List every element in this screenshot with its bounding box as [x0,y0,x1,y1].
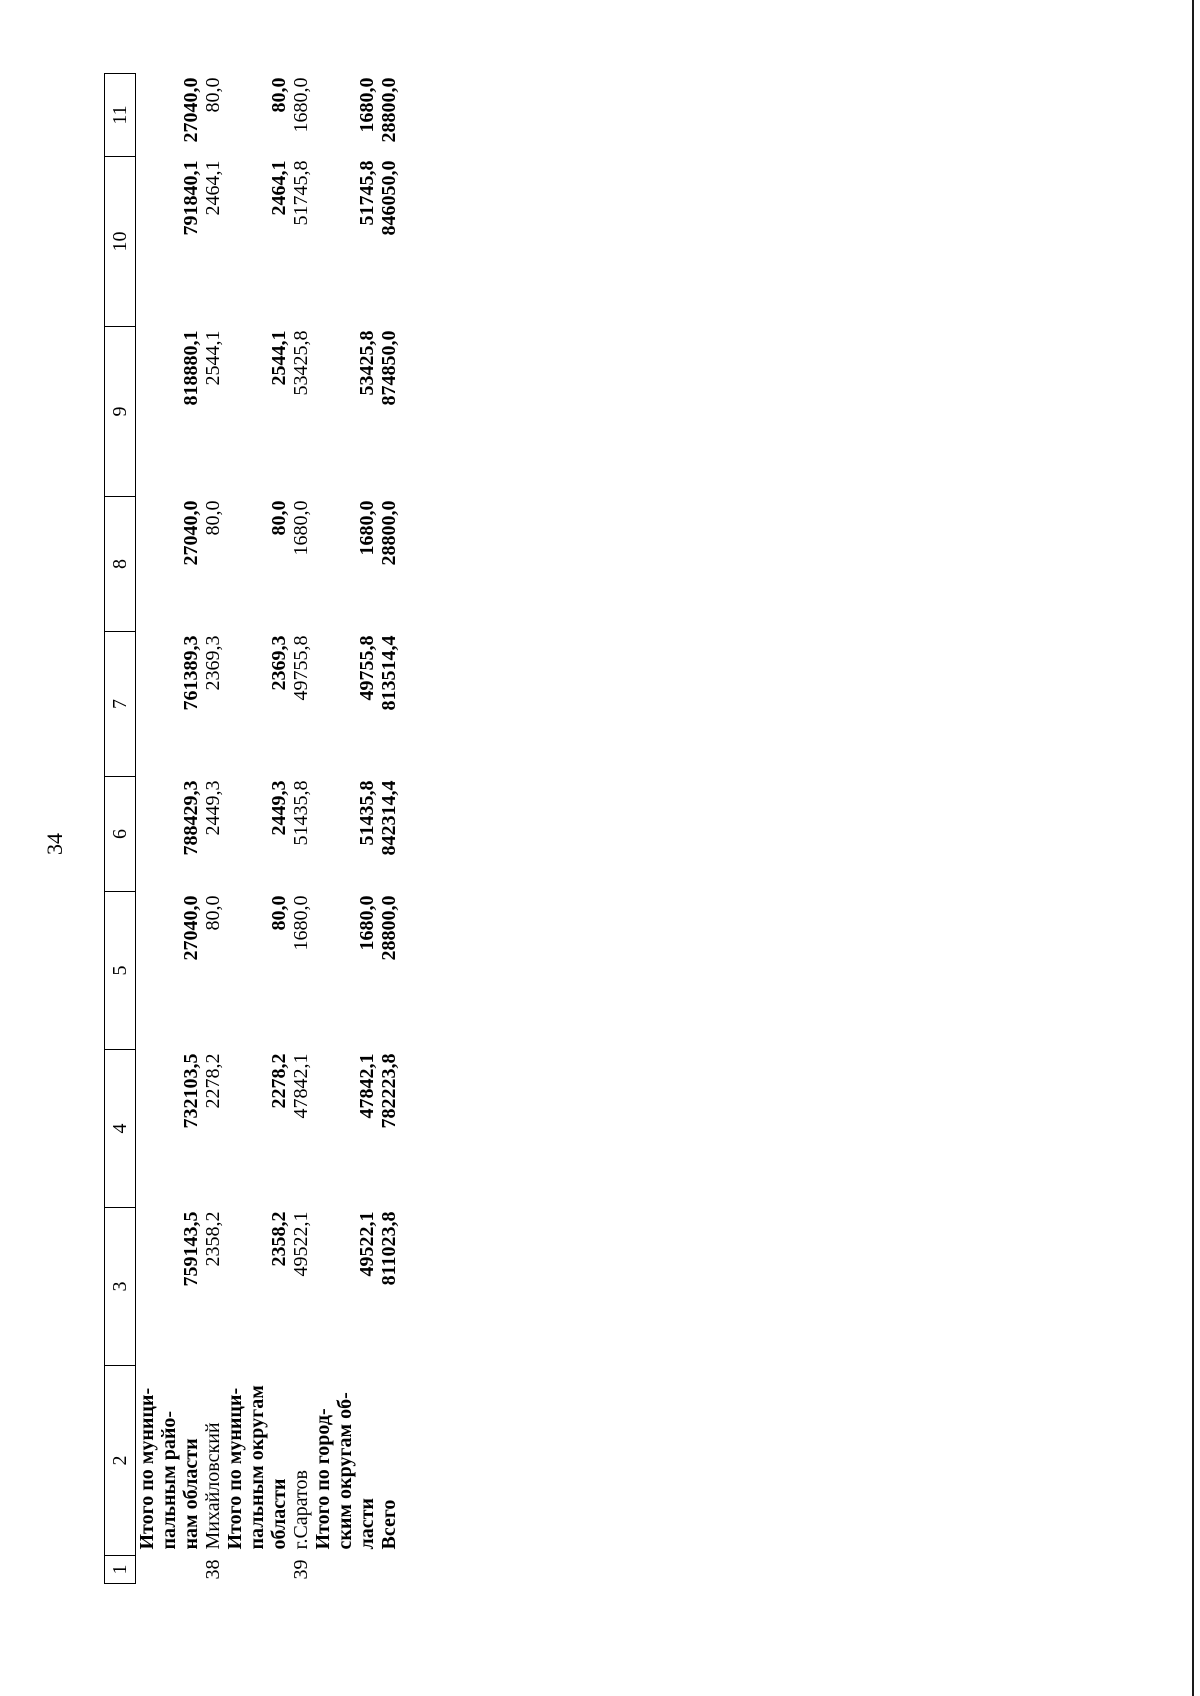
cell-col-4 [246,1050,268,1208]
row-index: 38 [202,1559,224,1580]
row-index [334,1556,356,1584]
cell-col-8: 80,0 [268,500,290,536]
table-row [136,74,159,1584]
row-name: Итого по муници- [224,1387,246,1550]
cell-col-4: 732103,5 [180,1053,202,1129]
cell-col-6 [136,777,159,892]
cell-col-9 [136,327,159,497]
cell-col-3: 49522,1 [356,1211,378,1277]
cell-col-11: 28800,0 [378,77,400,143]
cell-col-6 [246,777,268,892]
cell-col-11: 80,0 [268,77,290,113]
cell-col-8 [136,497,159,632]
cell-col-8 [312,497,334,632]
cell-col-9: 818880,1 [180,330,202,406]
cell-col-6 [158,777,180,892]
cell-col-9 [334,327,356,497]
cell-col-4: 2278,2 [268,1053,290,1109]
row-index [356,1556,378,1584]
cell-col-4 [158,1050,180,1208]
cell-col-11: 1680,0 [290,77,312,133]
col-header-11: 11 [105,74,136,157]
cell-col-8: 1680,0 [290,500,312,556]
cell-col-7 [312,632,334,777]
cell-col-10: 2464,1 [268,160,290,216]
cell-col-10 [136,157,159,327]
cell-col-3 [312,1208,334,1366]
cell-col-5: 1680,0 [356,895,378,951]
cell-col-10 [246,157,268,327]
cell-col-7 [334,632,356,777]
col-header-2: 2 [105,1366,136,1556]
row-name: пальным райо- [158,1410,180,1550]
table-body [136,74,401,1584]
cell-col-6 [334,777,356,892]
cell-col-4: 47842,1 [290,1053,312,1119]
cell-col-7 [224,632,246,777]
cell-col-9: 2544,1 [202,330,224,386]
cell-col-6: 2449,3 [202,780,224,836]
row-name: Итого по город- [312,1408,334,1550]
col-header-1: 1 [105,1556,136,1584]
row-name: Михайловский [202,1422,224,1550]
table-row [334,74,356,1584]
row-index [378,1556,400,1584]
col-header-5: 5 [105,892,136,1050]
cell-col-9 [312,327,334,497]
row-index [224,1556,246,1584]
cell-col-6: 2449,3 [268,780,290,836]
cell-col-5 [334,892,356,1050]
cell-col-11 [246,74,268,157]
table-row [180,74,202,1584]
page-number: 34 [42,833,67,855]
cell-col-8: 28800,0 [378,500,400,566]
table-row [378,74,400,1584]
cell-col-3: 49522,1 [290,1211,312,1277]
cell-col-7 [136,632,159,777]
table-row [202,74,224,1584]
cell-col-5: 28800,0 [378,895,400,961]
cell-col-5 [158,892,180,1050]
cell-col-5 [312,892,334,1050]
cell-col-3 [334,1208,356,1366]
data-table [104,73,400,1584]
cell-col-6: 51435,8 [356,780,378,846]
cell-col-8 [334,497,356,632]
table-row [290,74,312,1584]
cell-col-4: 782223,8 [378,1053,400,1129]
row-index: 39 [290,1559,312,1580]
cell-col-10: 2464,1 [202,160,224,216]
cell-col-6: 788429,3 [180,780,202,856]
cell-col-6 [312,777,334,892]
col-header-9: 9 [105,327,136,497]
cell-col-7: 2369,3 [268,635,290,691]
cell-col-3 [158,1208,180,1366]
cell-col-3 [246,1208,268,1366]
cell-col-5 [246,892,268,1050]
row-index [246,1556,268,1584]
cell-col-9: 2544,1 [268,330,290,386]
cell-col-10: 791840,1 [180,160,202,236]
col-header-8: 8 [105,497,136,632]
col-header-7: 7 [105,632,136,777]
cell-col-9: 53425,8 [290,330,312,396]
col-header-3: 3 [105,1208,136,1366]
cell-col-5 [136,892,159,1050]
cell-col-11: 1680,0 [356,77,378,133]
row-name: ским округам об- [334,1392,356,1550]
cell-col-5: 27040,0 [180,895,202,961]
cell-col-7: 761389,3 [180,635,202,711]
cell-col-7: 49755,8 [290,635,312,701]
row-index [158,1556,180,1584]
row-name: ласти [356,1498,378,1550]
table-row [268,74,290,1584]
cell-col-7: 813514,4 [378,635,400,711]
cell-col-11 [224,74,246,157]
cell-col-4: 47842,1 [356,1053,378,1119]
cell-col-4 [334,1050,356,1208]
cell-col-11 [158,74,180,157]
row-name: г.Саратов [290,1470,312,1550]
cell-col-4 [136,1050,159,1208]
row-name: Всего [378,1499,400,1550]
cell-col-10: 846050,0 [378,160,400,236]
col-header-6: 6 [105,777,136,892]
row-index [312,1556,334,1584]
page-edge [1192,0,1194,1696]
cell-col-10 [224,157,246,327]
cell-col-11: 80,0 [202,77,224,113]
cell-col-3 [224,1208,246,1366]
cell-col-6 [224,777,246,892]
cell-col-10: 51745,8 [356,160,378,226]
cell-col-3: 2358,2 [268,1211,290,1267]
cell-col-9 [224,327,246,497]
cell-col-5: 1680,0 [290,895,312,951]
cell-col-8: 80,0 [202,500,224,536]
cell-col-10 [334,157,356,327]
cell-col-7 [246,632,268,777]
cell-col-9 [158,327,180,497]
cell-col-4: 2278,2 [202,1053,224,1109]
cell-col-9: 53425,8 [356,330,378,396]
cell-col-11 [334,74,356,157]
table-row [158,74,180,1584]
cell-col-5: 80,0 [202,895,224,931]
cell-col-3 [136,1208,159,1366]
row-index [180,1556,202,1584]
cell-col-4 [224,1050,246,1208]
budget-table [104,74,504,1584]
cell-col-8 [158,497,180,632]
row-index [136,1556,159,1584]
row-name: Итого по муници- [136,1387,158,1550]
cell-col-11: 27040,0 [180,77,202,143]
cell-col-7: 49755,8 [356,635,378,701]
cell-col-11 [136,74,159,157]
cell-col-5 [224,892,246,1050]
col-header-4: 4 [105,1050,136,1208]
table-row [224,74,246,1584]
cell-col-8: 27040,0 [180,500,202,566]
cell-col-3: 759143,5 [180,1211,202,1287]
cell-col-3: 2358,2 [202,1211,224,1267]
cell-col-7: 2369,3 [202,635,224,691]
cell-col-7 [158,632,180,777]
cell-col-6: 51435,8 [290,780,312,846]
header-row [105,74,136,1584]
cell-col-8 [224,497,246,632]
cell-col-8: 1680,0 [356,500,378,556]
cell-col-11 [312,74,334,157]
cell-col-5: 80,0 [268,895,290,931]
cell-col-3: 811023,8 [378,1211,400,1286]
cell-col-6: 842314,4 [378,780,400,856]
cell-col-10 [158,157,180,327]
row-name: области [268,1478,290,1550]
row-name: нам области [180,1438,202,1550]
cell-col-8 [246,497,268,632]
cell-col-9: 874850,0 [378,330,400,406]
row-index [268,1556,290,1584]
col-header-10: 10 [105,157,136,327]
cell-col-4 [312,1050,334,1208]
cell-col-10: 51745,8 [290,160,312,226]
cell-col-9 [246,327,268,497]
cell-col-10 [312,157,334,327]
row-name: пальным округам [246,1385,268,1550]
table-row [246,74,268,1584]
table-row [312,74,334,1584]
table-row [356,74,378,1584]
